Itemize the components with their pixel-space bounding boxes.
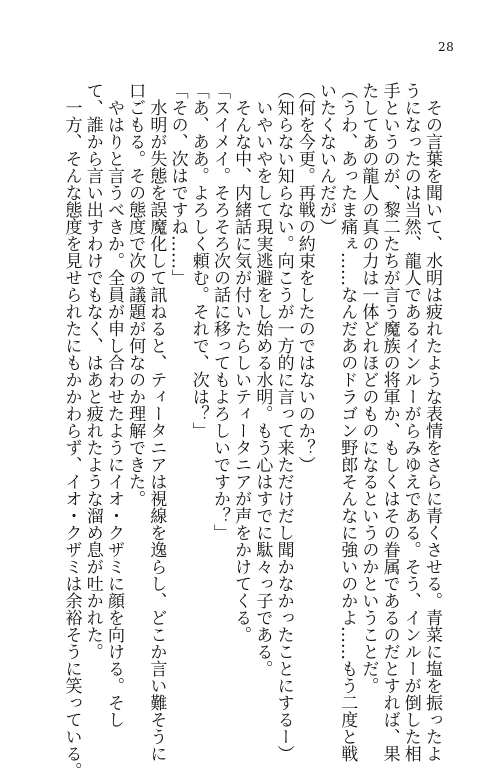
text-line: いやいやをして現実逃避をし始める水明。もう心はすでに駄々っ子である。 <box>252 82 273 677</box>
text-line: 手というのが、黎二たちが言う魔族の将軍か、もしくはその眷属であるのだとすれば、果 <box>379 82 400 762</box>
text-line: その言葉を聞いて、水明は疲れたような表情をさらに青くさせる。青菜に塩を振ったよ <box>422 82 442 762</box>
text-line: て、誰から言い出すわけでもなく、はあと疲れたような溜め息が吐かれた。 <box>82 82 103 660</box>
text-line: （知らない知らない。向こうが一方的に言って来ただけだし聞かなかったことにするー） <box>273 82 294 762</box>
text-line: 水明が失態を誤魔化して訊ねると、ティータニアは視線を逸らし、どこか言い難そうに <box>146 82 167 762</box>
text-line: やはりと言うべきか。全員が申し合わせたようにイオ・クザミに顔を向ける。そし <box>103 82 124 728</box>
text-line: いたくないんだが） <box>315 82 336 235</box>
text-line: 口ごもる。その態度で次の議題が何なのか理解できた。 <box>125 82 146 507</box>
text-line: 「あ、ああ。よろしく頼む。それで、次は？」 <box>188 82 209 439</box>
text-line: （何を今更。再戦の約束をしたのではないのか？） <box>294 82 315 473</box>
novel-body-text <box>42 82 442 779</box>
text-line: たしてあの龍人の真の力は一体どれほどのものになるというのかということだ。 <box>358 82 379 694</box>
text-line: 一方、そんな態度を見せられたにもかかわらず、イオ・クザミは余裕そうに笑っている。 <box>61 82 82 779</box>
text-line: 「その、次はですね……」 <box>167 82 188 286</box>
text-line: そんな中、内緒話に気が付いたらしいティータニアが声をかけてくる。 <box>231 82 252 643</box>
text-line: 「スイメイ。そろそろ次の話に移ってもよろしいですか？」 <box>209 82 230 541</box>
text-line: うになったのは当然、龍人であるインルーがらみゆえである。そう、インルーが倒した相 <box>400 82 421 762</box>
page-number: 28 <box>438 40 455 54</box>
text-line: （うわ、あったま痛ぇ……なんだあのドラゴン野郎そんなに強いのかよ……もう二度と戦 <box>337 82 358 762</box>
